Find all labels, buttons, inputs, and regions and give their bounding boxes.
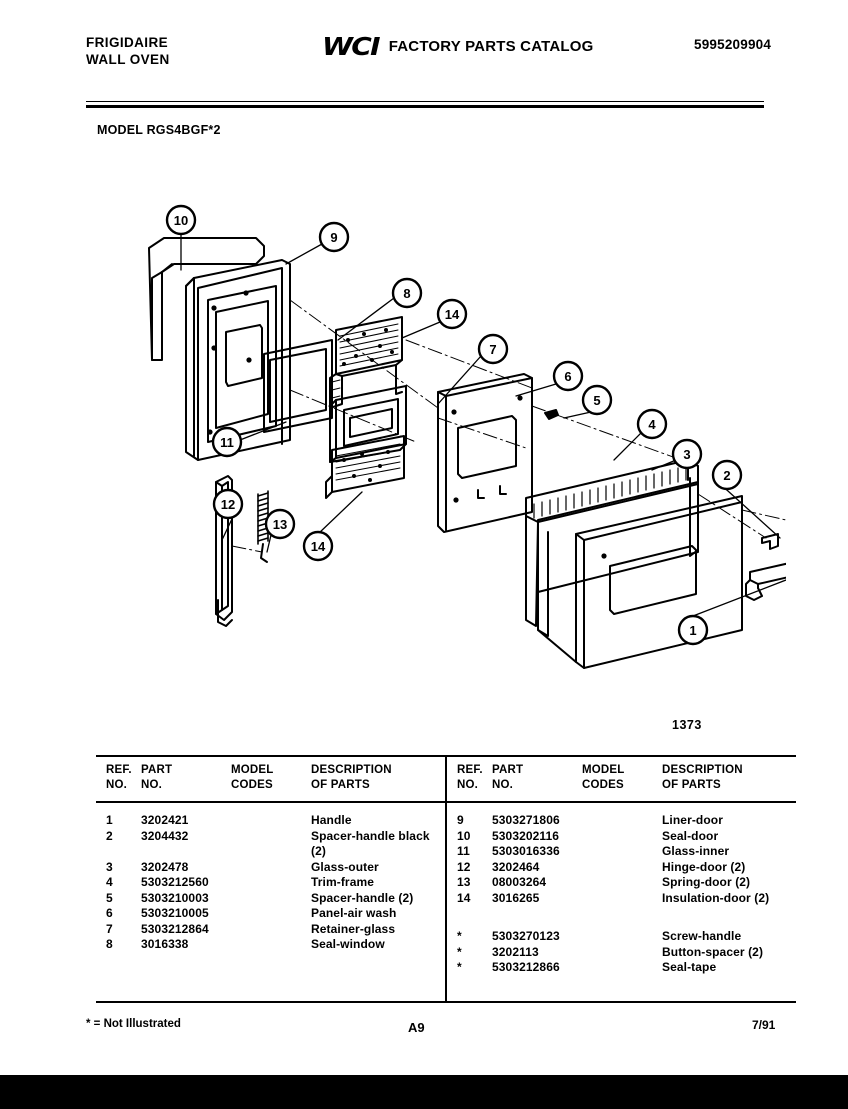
callout-5 xyxy=(583,386,611,414)
cell-part-no: 3202464 xyxy=(492,859,540,874)
callout-number: 2 xyxy=(723,468,731,483)
cell-description: Retainer-glass xyxy=(311,921,396,936)
header-part-no: PART NO. xyxy=(492,764,524,791)
table-row xyxy=(96,860,445,876)
cell-part-no: 3016265 xyxy=(492,890,540,905)
cell-description: Liner-door xyxy=(662,813,723,827)
header-rule-upper xyxy=(86,101,764,102)
table-row xyxy=(447,813,796,829)
cell-part-no: 5303210003 xyxy=(141,890,209,905)
cell-ref-no: 13 xyxy=(457,875,471,889)
brand-name: FRIGIDAIRE xyxy=(86,35,169,50)
table-row xyxy=(96,813,445,829)
cell-part-no: 3202113 xyxy=(492,944,539,959)
cell-part-no: 3016338 xyxy=(141,937,189,951)
wci-logo: WCI xyxy=(322,32,379,61)
page-number: A9 xyxy=(408,1020,425,1035)
callout-number: 3 xyxy=(683,447,691,462)
catalog-title-block xyxy=(322,34,594,59)
header-model-codes: MODEL CODES xyxy=(231,764,274,791)
cell-description: Seal-door xyxy=(662,828,719,843)
cell-ref-no: 4 xyxy=(106,875,113,889)
table-row xyxy=(96,937,445,953)
callout-6 xyxy=(554,362,582,390)
cell-ref-no: 5 xyxy=(106,890,113,905)
cell-ref-no: 7 xyxy=(106,921,113,936)
table-row xyxy=(447,906,796,929)
table-row xyxy=(96,875,445,891)
cell-ref-no: 9 xyxy=(457,813,464,827)
header-description: DESCRIPTION OF PARTS xyxy=(311,764,392,791)
cell-ref-no: * xyxy=(457,944,462,959)
callout-14 xyxy=(304,532,332,560)
table-row xyxy=(447,860,796,876)
callout-number: 10 xyxy=(173,213,189,228)
cell-description: Handle xyxy=(311,813,352,827)
table-row xyxy=(96,891,445,907)
cell-description: Spacer-handle black xyxy=(311,828,430,843)
callout-number: 4 xyxy=(648,417,656,432)
header-model-codes: MODEL CODES xyxy=(582,764,625,791)
cell-description: Spring-door (2) xyxy=(662,875,751,889)
cell-ref-no: 2 xyxy=(106,828,113,843)
callout-9 xyxy=(320,223,348,251)
cell-ref-no: 8 xyxy=(106,937,113,951)
cell-description: Hinge-door (2) xyxy=(662,859,746,874)
table-row xyxy=(96,829,445,845)
callout-number: 8 xyxy=(403,286,411,301)
header-description: DESCRIPTION OF PARTS xyxy=(662,764,743,791)
cell-part-no: 5303270123 xyxy=(492,929,560,943)
callout-number: 5 xyxy=(593,393,601,408)
cell-ref-no: 10 xyxy=(457,828,471,843)
cell-ref-no: 6 xyxy=(106,906,113,920)
cell-ref-no: 12 xyxy=(457,859,471,874)
revision-date: 7/91 xyxy=(752,1018,776,1032)
cell-description: Spacer-handle (2) xyxy=(311,890,414,905)
scan-edge-bar xyxy=(0,1075,848,1109)
cell-part-no: 5303212866 xyxy=(492,960,560,974)
callout-number: 7 xyxy=(489,342,497,357)
cell-part-no: 5303212560 xyxy=(141,875,209,889)
parts-table-left xyxy=(96,755,445,1003)
table-row xyxy=(447,829,796,845)
brand-block xyxy=(86,34,170,68)
callout-8 xyxy=(393,279,421,307)
callout-number: 1 xyxy=(689,623,697,638)
cell-description: Panel-air wash xyxy=(311,906,397,920)
table-row xyxy=(447,945,796,961)
parts-table xyxy=(96,755,796,1003)
header-ref-no: REF. NO. xyxy=(457,764,483,791)
callout-14 xyxy=(438,300,466,328)
cell-description: Seal-tape xyxy=(662,960,717,974)
callout-4 xyxy=(638,410,666,438)
cell-part-no: 5303016336 xyxy=(492,844,560,858)
callout-number: 6 xyxy=(564,369,572,384)
cell-description: Screw-handle xyxy=(662,929,742,943)
callout-number: 14 xyxy=(444,307,460,322)
cell-part-no: 5303202116 xyxy=(492,828,560,843)
table-row xyxy=(447,929,796,945)
page-footer xyxy=(0,1018,848,1042)
cell-description: Button-spacer (2) xyxy=(662,944,764,959)
product-category: WALL OVEN xyxy=(86,52,170,67)
cell-part-no: 5303212864 xyxy=(141,921,209,936)
callout-number: 11 xyxy=(220,435,234,450)
cell-part-no: 5303271806 xyxy=(492,813,560,827)
cell-part-no: 3202421 xyxy=(141,813,189,827)
cell-description: Insulation-door (2) xyxy=(662,890,770,905)
cell-ref-no: 1 xyxy=(106,813,113,827)
cell-description: Seal-window xyxy=(311,937,385,951)
table-row xyxy=(447,844,796,860)
not-illustrated-note: * = Not Illustrated xyxy=(86,1018,181,1030)
cell-description: Glass-inner xyxy=(662,844,730,858)
callout-12 xyxy=(214,490,242,518)
callout-number: 12 xyxy=(220,497,236,512)
cell-ref-no: 11 xyxy=(457,844,470,858)
table-row xyxy=(447,891,796,907)
callout-13 xyxy=(266,510,294,538)
callout-3 xyxy=(673,440,701,468)
cell-part-no: 3204432 xyxy=(141,828,189,843)
cell-ref-no: * xyxy=(457,960,462,974)
callout-2 xyxy=(713,461,741,489)
cell-description: (2) xyxy=(311,844,326,858)
diagram-number: 1373 xyxy=(672,718,702,732)
cell-part-no: 5303210005 xyxy=(141,906,209,920)
parts-rows-right xyxy=(447,813,796,976)
table-row xyxy=(96,844,445,860)
callout-number: 9 xyxy=(330,230,338,245)
callout-number: 13 xyxy=(272,517,288,532)
callout-number: 14 xyxy=(310,539,326,554)
callout-1 xyxy=(679,616,707,644)
cell-description: Trim-frame xyxy=(311,875,375,889)
catalog-title: FACTORY PARTS CATALOG xyxy=(388,38,594,55)
cell-description: Glass-outer xyxy=(311,859,379,874)
table-row xyxy=(447,875,796,891)
exploded-parts-diagram xyxy=(86,160,786,680)
cell-ref-no: 3 xyxy=(106,859,113,874)
parts-table-right xyxy=(447,755,796,1003)
callout-7 xyxy=(479,335,507,363)
callout-11 xyxy=(213,428,241,456)
cell-ref-no: * xyxy=(457,929,462,943)
table-row xyxy=(96,906,445,922)
cell-ref-no: 14 xyxy=(457,890,471,905)
header-rule-lower xyxy=(86,105,764,108)
callout-10 xyxy=(167,206,195,234)
table-row xyxy=(96,922,445,938)
catalog-number: 5995209904 xyxy=(694,37,772,52)
cell-part-no: 08003264 xyxy=(492,875,547,889)
page-header xyxy=(0,28,848,84)
header-part-no: PART NO. xyxy=(141,764,173,791)
table-row xyxy=(447,960,796,976)
model-label: MODEL RGS4BGF*2 xyxy=(97,123,221,137)
header-ref-no: REF. NO. xyxy=(106,764,132,791)
cell-part-no: 3202478 xyxy=(141,859,189,874)
parts-rows-left xyxy=(96,813,445,953)
